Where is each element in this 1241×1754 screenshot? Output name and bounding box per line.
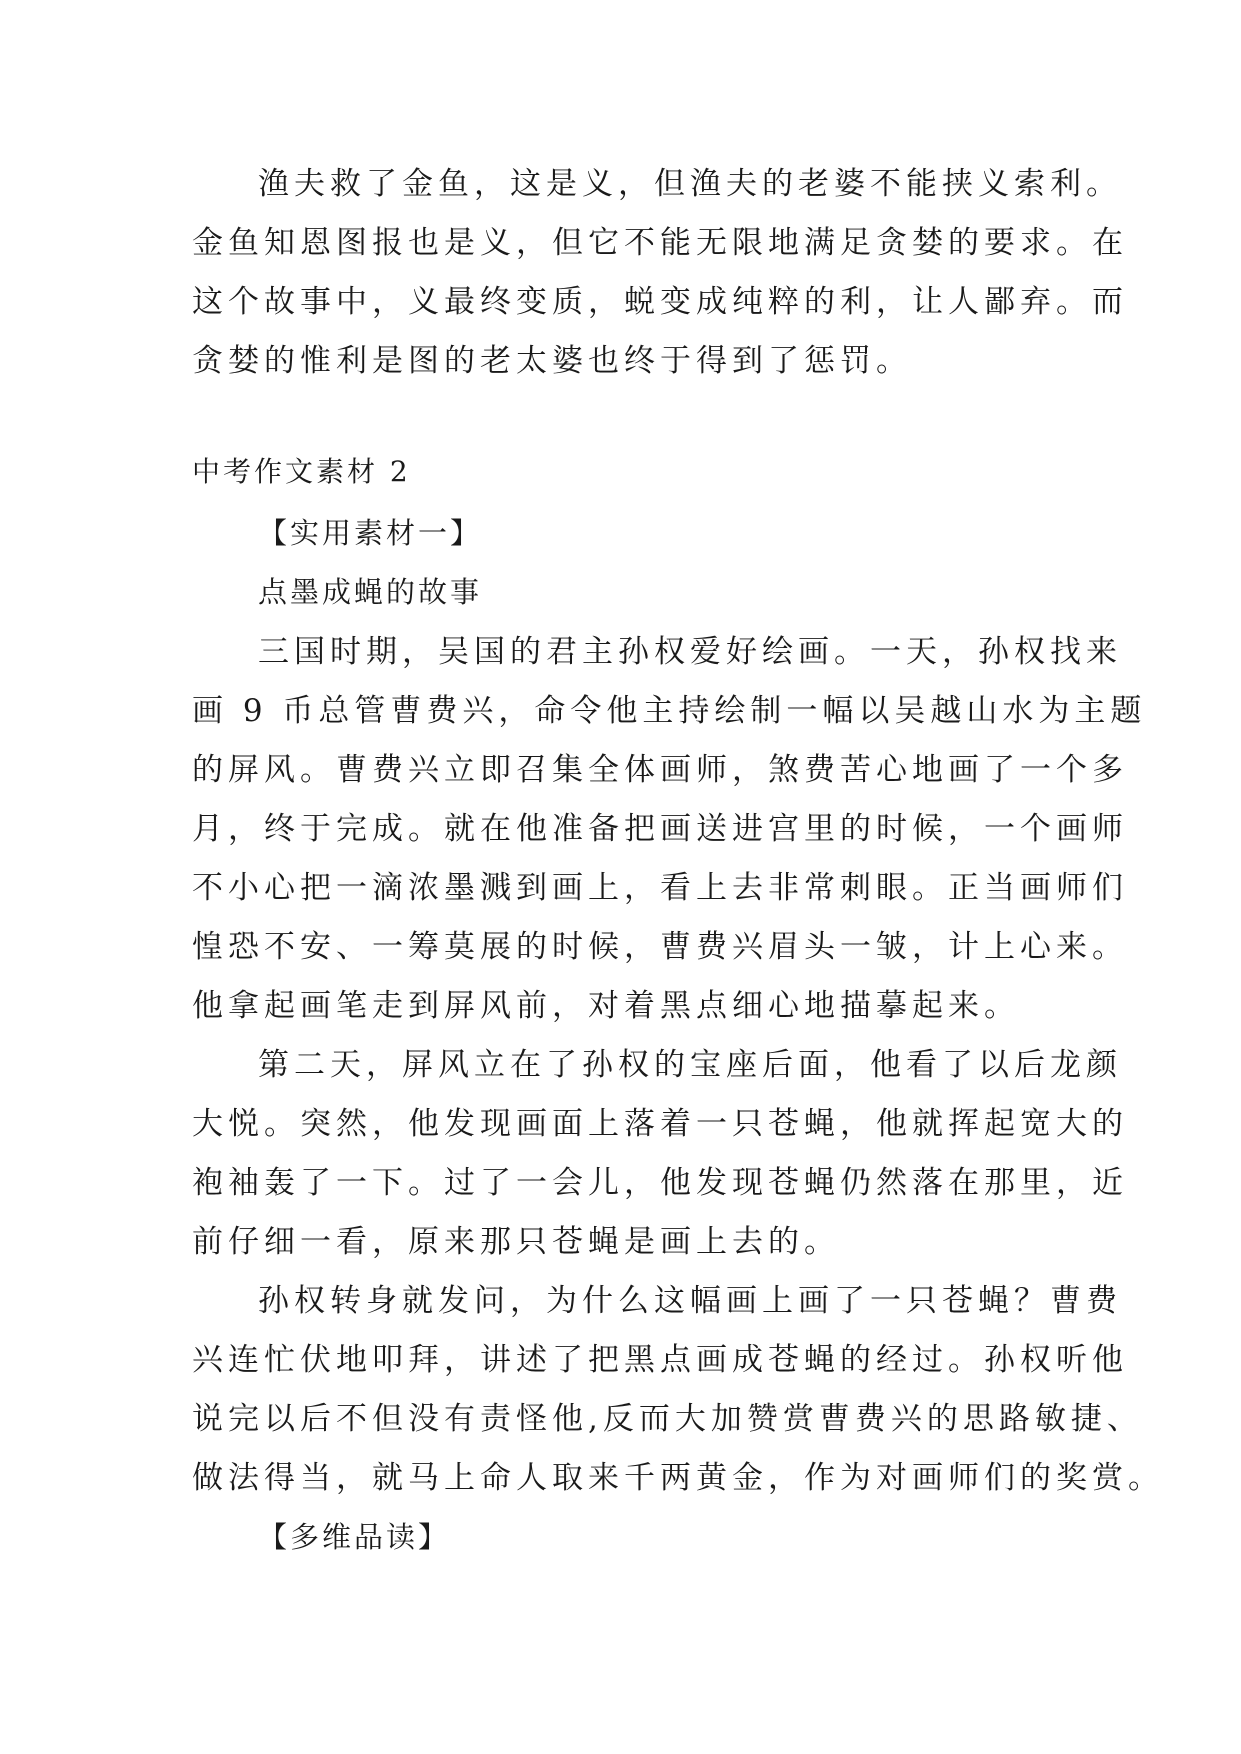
paragraph-line: 贪婪的惟利是图的老太婆也终于得到了惩罚。 — [192, 343, 912, 379]
story-title: 点墨成蝇的故事 — [258, 575, 483, 609]
paragraph-line: 金鱼知恩图报也是义，但它不能无限地满足贪婪的要求。在 — [192, 225, 1128, 261]
paragraph-line: 做法得当，就马上命人取来千两黄金，作为对画师们的奖赏。 — [192, 1460, 1164, 1496]
paragraph-line: 前仔细一看，原来那只苍蝇是画上去的。 — [192, 1224, 840, 1260]
paragraph-line: 兴连忙伏地叩拜，讲述了把黑点画成苍蝇的经过。孙权听他 — [192, 1342, 1128, 1378]
reading-label: 【多维品读】 — [258, 1520, 451, 1554]
paragraph-line: 大悦。突然，他发现画面上落着一只苍蝇，他就挥起宽大的 — [192, 1106, 1128, 1142]
paragraph-line: 画 9 币总管曹费兴，命令他主持绘制一幅以吴越山水为主题 — [192, 693, 1147, 729]
material-label: 【实用素材一】 — [258, 516, 483, 550]
paragraph-line: 袍袖轰了一下。过了一会儿，他发现苍蝇仍然落在那里，近 — [192, 1165, 1128, 1201]
paragraph-line: 说完以后不但没有责怪他,反而大加赞赏曹费兴的思路敏捷、 — [192, 1401, 1143, 1437]
paragraph-line: 他拿起画笔走到屏风前，对着黑点细心地描摹起来。 — [192, 988, 1020, 1024]
paragraph-line: 三国时期，吴国的君主孙权爱好绘画。一天，孙权找来 — [258, 634, 1122, 670]
paragraph-line: 这个故事中，义最终变质，蜕变成纯粹的利，让人鄙弃。而 — [192, 284, 1128, 320]
paragraph-line: 的屏风。曹费兴立即召集全体画师，煞费苦心地画了一个多 — [192, 752, 1128, 788]
paragraph-line: 月，终于完成。就在他准备把画送进宫里的时候，一个画师 — [192, 811, 1128, 847]
paragraph-line: 孙权转身就发问，为什么这幅画上画了一只苍蝇？曹费 — [258, 1283, 1122, 1319]
section-title: 中考作文素材 2 — [192, 455, 411, 488]
paragraph-line: 惶恐不安、一筹莫展的时候，曹费兴眉头一皱，计上心来。 — [192, 929, 1128, 965]
paragraph-line: 第二天，屏风立在了孙权的宝座后面，他看了以后龙颜 — [258, 1047, 1122, 1083]
paragraph-line: 不小心把一滴浓墨溅到画上，看上去非常刺眼。正当画师们 — [192, 870, 1128, 906]
paragraph-line: 渔夫救了金鱼，这是义，但渔夫的老婆不能挟义索利。 — [258, 166, 1122, 202]
